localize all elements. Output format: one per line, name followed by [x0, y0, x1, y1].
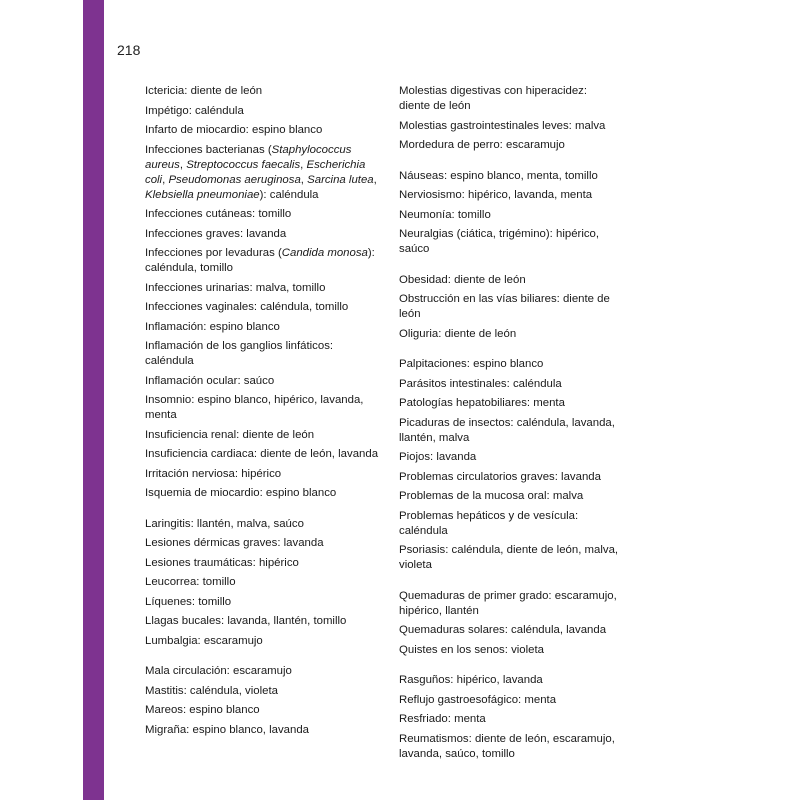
index-entry: Líquenes: tomillo	[145, 595, 232, 608]
index-entry: Infecciones por levaduras (Candida monosa): caléndula, tomillo	[145, 247, 375, 274]
group-spacer	[399, 578, 621, 589]
index-entry: Impétigo: caléndula	[145, 104, 244, 117]
group-spacer	[399, 262, 621, 273]
index-entry: Irritación nerviosa: hipérico	[145, 467, 282, 480]
index-entry: Neumonía: tomillo	[399, 208, 491, 221]
index-entry: Inflamación: espino blanco	[145, 320, 280, 333]
index-entry: Problemas de la mucosa oral: malva	[399, 490, 584, 502]
index-entry: Palpitaciones: espino blanco	[399, 358, 544, 370]
side-color-band	[83, 0, 104, 800]
index-entry: Insomnio: espino blanco, hipérico, lavanda, menta	[145, 394, 364, 421]
index-entry: Problemas hepáticos y de vesícula: caléndula	[399, 509, 579, 537]
index-entry: Nerviosismo: hipérico, lavanda, menta	[399, 189, 593, 201]
index-entry: Náuseas: espino blanco, menta, tomillo	[399, 169, 598, 182]
index-entry: Piojos: lavanda	[399, 451, 477, 463]
index-entry: Infecciones urinarias: malva, tomillo	[145, 281, 326, 294]
index-entry: Quemaduras solares: caléndula, lavanda	[399, 624, 607, 636]
group-spacer	[145, 653, 381, 664]
index-entry: Isquemia de miocardio: espino blanco	[145, 487, 337, 499]
index-entry: Parásitos intestinales: caléndula	[399, 377, 562, 390]
index-entry: Mastitis: caléndula, violeta	[145, 684, 278, 697]
group-spacer	[399, 346, 621, 357]
index-entry: Lumbalgia: escaramujo	[145, 634, 263, 647]
index-entry: Reumatismos: diente de león, escaramujo, lavanda, saúco, tomillo	[399, 732, 615, 760]
index-entry: Infecciones cutáneas: tomillo	[145, 208, 292, 220]
index-column-left	[145, 84, 381, 742]
index-entry: Quistes en los senos: violeta	[399, 643, 544, 656]
index-entry: Infarto de miocardio: espino blanco	[145, 124, 323, 136]
index-entry: Llagas bucales: lavanda, llantén, tomillo	[145, 615, 347, 627]
index-entry: Patologías hepatobiliares: menta	[399, 397, 565, 409]
index-entry: Mareos: espino blanco	[145, 704, 260, 716]
index-entry: Inflamación ocular: saúco	[145, 374, 275, 387]
index-column-right	[399, 84, 621, 766]
index-entry: Insuficiencia cardiaca: diente de león, lavanda	[145, 448, 379, 460]
index-entry: Infecciones vaginales: caléndula, tomillo	[145, 301, 349, 313]
index-entry: Mala circulación: escaramujo	[145, 665, 292, 677]
index-entry: Molestias gastrointestinales leves: malva	[399, 119, 606, 132]
index-entry: Mordedura de perro: escaramujo	[399, 139, 565, 151]
index-entry: Obesidad: diente de león	[399, 273, 526, 286]
index-entry: Psoriasis: caléndula, diente de león, malva, violeta	[399, 544, 619, 571]
index-entry: Insuficiencia renal: diente de león	[145, 428, 315, 441]
index-entry: Problemas circulatorios graves: lavanda	[399, 470, 601, 483]
index-entry: Resfriado: menta	[399, 713, 486, 725]
index-entry: Oliguria: diente de león	[399, 327, 517, 340]
index-entry: Picaduras de insectos: caléndula, lavanda, llantén, malva	[399, 416, 615, 444]
index-entry: Rasguños: hipérico, lavanda	[399, 674, 543, 686]
index-entry: Inflamación de los ganglios linfáticos: caléndula	[145, 340, 334, 367]
group-spacer	[399, 158, 621, 169]
index-entry: Reflujo gastroesofágico: menta	[399, 693, 557, 706]
index-entry: Leucorrea: tomillo	[145, 576, 236, 588]
index-entry: Laringitis: llantén, malva, saúco	[145, 517, 304, 530]
index-entry: Ictericia: diente de león	[145, 85, 263, 97]
index-entry: Molestias digestivas con hiperacidez: diente de león	[399, 85, 588, 112]
index-entry: Obstrucción en las vías biliares: diente de león	[399, 293, 610, 320]
index-entry: Quemaduras de primer grado: escaramujo, hipérico, llantén	[399, 589, 617, 617]
index-entry: Migraña: espino blanco, lavanda	[145, 723, 310, 736]
index-entry: Lesiones traumáticas: hipérico	[145, 556, 299, 569]
group-spacer	[399, 662, 621, 673]
group-spacer	[145, 506, 381, 517]
index-entry: Infecciones bacterianas (Staphylococcus aureus, Streptococcus faecalis, Escherichia coli, Pseudomonas aeruginosa, Sarcina lutea, Klebsiella pneumoniae): caléndula	[145, 143, 377, 201]
page-number: 218	[117, 42, 141, 58]
index-entry: Infecciones graves: lavanda	[145, 227, 287, 240]
index-entry: Lesiones dérmicas graves: lavanda	[145, 537, 324, 549]
index-entry: Neuralgias (ciática, trigémino): hipérico, saúco	[399, 228, 600, 255]
